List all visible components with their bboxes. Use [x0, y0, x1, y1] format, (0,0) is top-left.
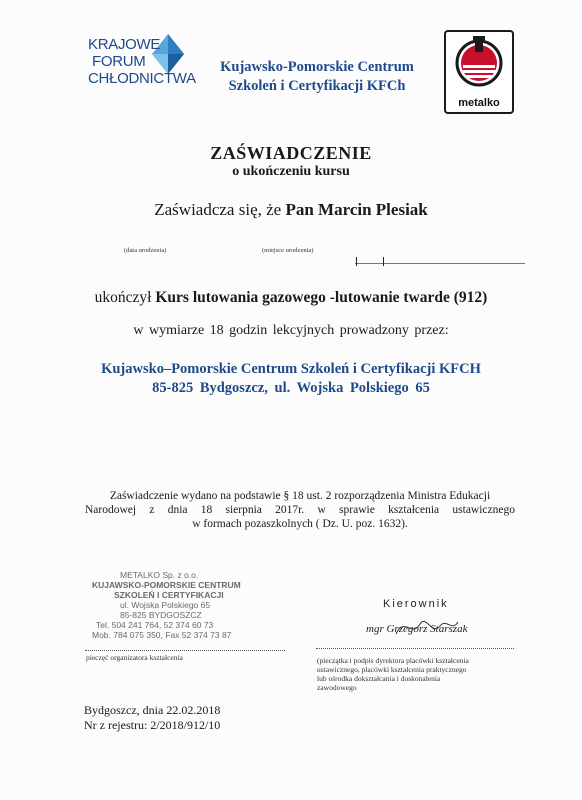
birth-date-label: (data urodzenia) [124, 247, 167, 254]
legal-basis [85, 489, 515, 531]
certifies-line [0, 200, 582, 220]
birth-place-label: (miejsce urodzenia) [262, 247, 314, 254]
organizer-stamp [92, 570, 277, 640]
signature-scribble-icon [392, 612, 462, 642]
stamp-divider [85, 650, 285, 651]
hours-line: w wymiarze 18 godzin lekcyjnych prowadzony przez: [133, 323, 449, 338]
krajowe-forum-logo [86, 28, 196, 108]
stamp-line: KUJAWSKO-POMORSKIE CENTRUM [92, 580, 241, 590]
organizer-address: 85-825 Bydgoszcz, ul. Wojska Polskiego 65 [152, 380, 430, 396]
course-line [0, 289, 582, 307]
recipient-name: Pan Marcin Plesiak [285, 200, 428, 219]
organizer-block [0, 360, 582, 398]
place-date: Bydgoszcz, dnia 22.02.2018 [84, 703, 221, 717]
signature-caption-line: (pieczątka i podpis dyrektora placówki kształcenia [317, 656, 469, 665]
course-name: Kurs lutowania gazowego -lutowanie twarde (912) [155, 289, 488, 306]
line-tick [356, 257, 357, 266]
signature-caption-line: zawodowego [317, 683, 357, 692]
legal-line: Narodowej z dnia 18 sierpnia 2017r. w sprawie kształcenia ustawicznego [85, 504, 515, 516]
stamp-line: Mob. 784 075 350, Fax 52 374 73 87 [92, 630, 232, 640]
logo-line-2: FORUM [92, 53, 146, 70]
register-number: Nr z rejestru: 2/2018/912/10 [84, 718, 221, 732]
footer [84, 703, 220, 733]
metalko-emblem-icon [446, 32, 512, 92]
signatory-role: Kierownik [383, 598, 449, 610]
stamp-line: 85-825 BYDGOSZCZ [120, 610, 202, 620]
signature-caption-line: lub ośrodka dokształcania i doskonalenia [317, 674, 441, 683]
course-prefix: ukończył [94, 289, 152, 306]
metalko-logo [444, 30, 514, 114]
signature-divider [316, 648, 514, 649]
document-title: ZAŚWIADCZENIE [210, 143, 372, 163]
logo-line-3: CHŁODNICTWA [88, 70, 196, 87]
stamp-line: SZKOLEŃ I CERTYFIKACJI [114, 590, 224, 600]
organizer-name: Kujawsko–Pomorskie Centrum Szkoleń i Certyfikacji KFCH [101, 361, 481, 377]
signature-caption [317, 656, 517, 692]
metalko-label: metalko [458, 97, 500, 109]
legal-line: Zaświadczenie wydano na podstawie § 18 ust. 2 rozporządzenia Ministra Edukacji [109, 490, 491, 502]
signature: mgr Grzegorz Starszak [366, 623, 468, 635]
stamp-line: METALKO Sp. z o.o. [120, 570, 199, 580]
stamp-caption: pieczęć organizatora kształcenia [86, 653, 183, 662]
stamp-line: ul. Wojska Polskiego 65 [120, 600, 211, 610]
issuer-line-2: Szkoleń i Certyfikacji KFCh [228, 78, 406, 94]
issuer-line-1: Kujawsko-Pomorskie Centrum [220, 59, 414, 75]
birth-date-line [355, 263, 525, 264]
line-tick [383, 257, 384, 266]
issuer-header [202, 58, 432, 96]
signature-caption-line: ustawicznego, placówki kształcenia praktycznego [317, 665, 467, 674]
legal-line: w formach pozaszkolnych ( Dz. U. poz. 1632). [192, 518, 408, 530]
certifies-prefix: Zaświadcza się, że [154, 200, 282, 219]
document-subtitle: o ukończeniu kursu [232, 164, 350, 179]
stamp-line: Tel. 504 241 764, 52 374 60 73 [96, 620, 214, 630]
logo-line-1: KRAJOWE [88, 36, 161, 53]
